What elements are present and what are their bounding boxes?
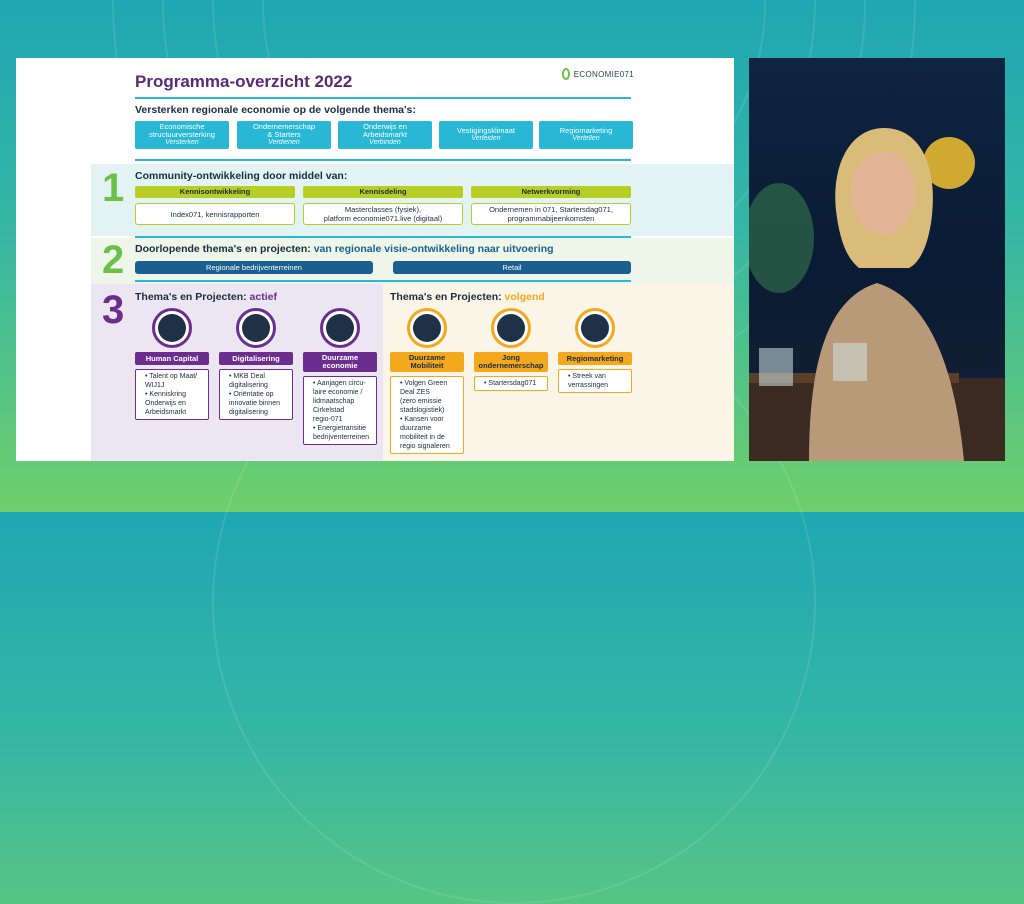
divider [135, 236, 631, 238]
project-items [474, 376, 548, 391]
project-label: Digitalisering [219, 352, 293, 365]
presenter-face [851, 151, 915, 235]
next-heading-text: Thema's en Projecten: [390, 291, 502, 303]
section3-number: 3 [102, 288, 125, 332]
theme-name: Regiomarketing [559, 126, 613, 135]
theme-verb: Versterken [165, 139, 199, 146]
project-item: • Aanjagen circu- laire economie / lidmaatschap Cirkelstad regio-071 [313, 380, 366, 423]
project-bar: Regionale bedrijventerreinen [135, 261, 373, 274]
people-icon [320, 308, 360, 348]
kennis-label: Kennisontwikkeling [135, 186, 295, 198]
icon-inner [326, 314, 354, 342]
theme-verb: Verleiden [471, 135, 501, 142]
section2-heading [135, 243, 554, 255]
water-glass [833, 343, 867, 381]
section2-number: 2 [102, 238, 125, 282]
economie071-logo [562, 66, 634, 82]
section1-heading: Community-ontwikkeling door middel van: [135, 170, 348, 182]
section2-heading-accent: van regionale visie-ontwikkeling naar uitvoering [313, 243, 554, 255]
kennis-text: Index071, kennisrapporten [135, 203, 295, 225]
theme-verb: Verdienen [268, 139, 300, 146]
icon-inner [497, 314, 525, 342]
project-label: Regiomarketing [558, 352, 632, 365]
divider [135, 280, 631, 282]
project-label: Jong ondernemerschap [474, 352, 548, 372]
icon-inner [581, 314, 609, 342]
lightbulb-icon [491, 308, 531, 348]
kennis-text: Masterclasses (fysiek), platform economie071.live (digitaal) [303, 203, 463, 225]
project-label: Human Capital [135, 352, 209, 365]
project-item: • Volgen Green Deal ZES (zero emissie stadslogistiek) [400, 380, 448, 414]
section3-next-heading [390, 291, 545, 303]
plant [749, 183, 814, 293]
project-label: Duurzame Mobiliteit [390, 352, 464, 372]
theme-box [539, 121, 633, 149]
theme-verb: Verbinden [369, 139, 401, 146]
project-item: • Kenniskring Onderwijs en Arbeidsmarkt [145, 391, 187, 416]
icon-inner [242, 314, 270, 342]
presenter-body [809, 283, 964, 461]
logo-circle-icon [562, 68, 570, 80]
project-item: • Talent op Maat/ WIJ1J [145, 373, 198, 389]
project-bar: Retail [393, 261, 631, 274]
presenter-video [749, 58, 1005, 461]
section2-heading-text: Doorlopende thema's en projecten: [135, 243, 311, 255]
project-item: • Startersdag071 [484, 380, 537, 387]
water-glass [759, 348, 793, 386]
section3-active-heading [135, 291, 277, 303]
slide-title: Programma-overzicht 2022 [135, 72, 353, 91]
theme-box [338, 121, 432, 149]
theme-box [439, 121, 533, 149]
section-regional-heading: Versterken regionale economie op de volgende thema's: [135, 104, 416, 116]
plug-icon [407, 308, 447, 348]
kennis-label: Kennisdeling [303, 186, 463, 198]
chat-icon [575, 308, 615, 348]
project-items [219, 369, 293, 420]
project-items [135, 369, 209, 420]
presentation-slide [16, 58, 734, 461]
divider [135, 97, 631, 99]
icon-inner [413, 314, 441, 342]
handshake-icon [152, 308, 192, 348]
theme-box [135, 121, 229, 149]
theme-box [237, 121, 331, 149]
divider [135, 159, 631, 161]
presenter-video-scene [749, 58, 1005, 461]
monitor-icon [236, 308, 276, 348]
project-items [390, 376, 464, 454]
project-item: • Energietransitie bedrijventerreinen [313, 425, 370, 441]
kennis-label: Netwerkvorming [471, 186, 631, 198]
project-item: • MKB Deal digitalisering [229, 373, 268, 389]
project-items [303, 376, 377, 445]
theme-name: Economische structuurversterking [149, 122, 215, 139]
next-heading-accent: volgend [504, 291, 545, 303]
logo-text: ECONOMIE071 [573, 69, 634, 79]
active-heading-accent: actief [249, 291, 277, 303]
theme-name: Ondernemerschap & Starters [252, 122, 316, 139]
kennis-text: Ondernemen in 071, Startersdag071, programmabijeenkomsten [471, 203, 631, 225]
icon-inner [158, 314, 186, 342]
project-item: • Oriëntatie op innovatie binnen digitalisering [229, 391, 280, 416]
project-items [558, 369, 632, 393]
theme-name: Vestigingsklimaat [457, 126, 515, 135]
project-item: • Kansen voor duurzame mobiliteit in de regio signaleren [400, 416, 450, 450]
theme-name: Onderwijs en Arbeidsmarkt [362, 122, 408, 139]
project-label: Duurzame economie [303, 352, 377, 372]
section1-number: 1 [102, 166, 125, 210]
project-item: • Streek van verrassingen [568, 373, 609, 389]
active-heading-text: Thema's en Projecten: [135, 291, 247, 303]
theme-verb: Vertellen [572, 135, 600, 142]
